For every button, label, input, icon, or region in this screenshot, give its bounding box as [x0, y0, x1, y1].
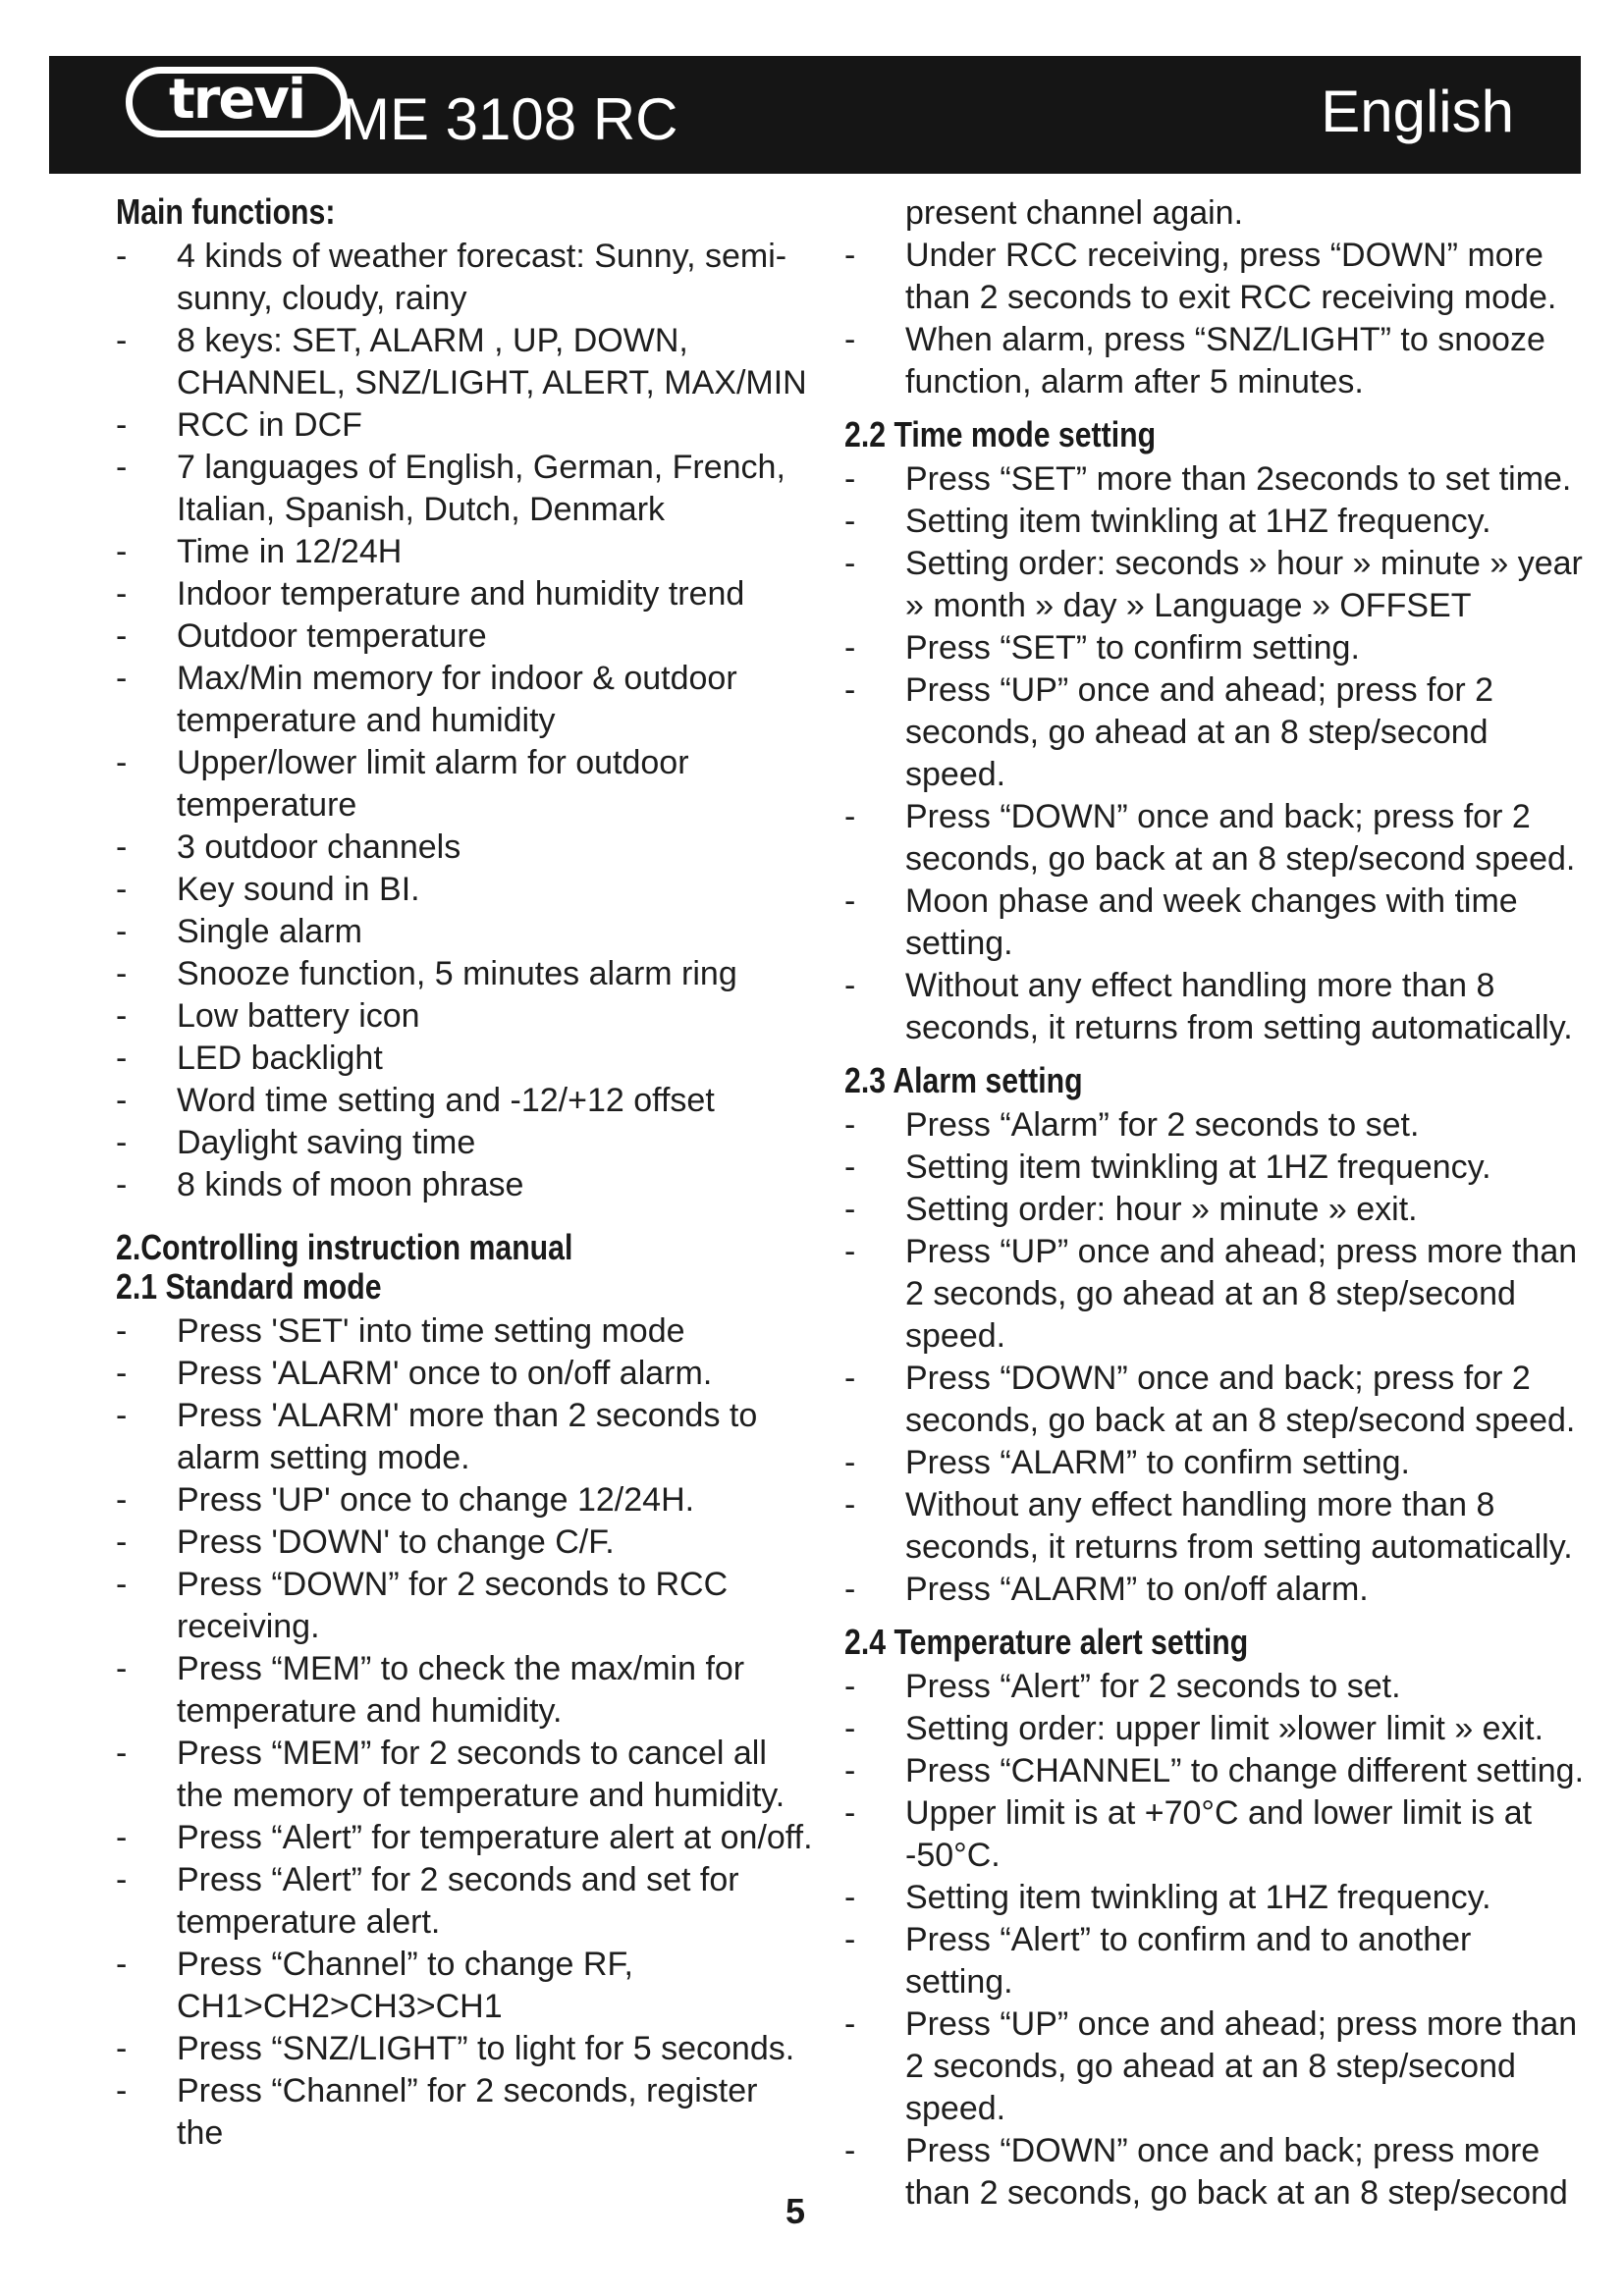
- alarm-setting-list: [844, 1104, 1586, 1611]
- list-item: - Word time setting and -12/+12 offset: [116, 1080, 813, 1122]
- list-item: - Press “Alert” for 2 seconds and set for temperature alert.: [116, 1859, 813, 1944]
- list-item: - Press “Alert” for temperature alert at on/off.: [116, 1817, 813, 1859]
- list-item: - Press 'UP' once to change 12/24H.: [116, 1479, 813, 1522]
- list-item: - Key sound in BI.: [116, 869, 813, 911]
- temperature-alert-list: [844, 1666, 1586, 2215]
- language-label: English: [1321, 79, 1514, 144]
- temperature-alert-heading: 2.4 Temperature alert setting: [844, 1622, 1249, 1662]
- list-item: - Press “Alert” to confirm and to another setting.: [844, 1919, 1586, 2003]
- list-item: - 7 languages of English, German, French, Italian, Spanish, Dutch, Denmark: [116, 447, 813, 531]
- list-item: - Setting order: hour » minute » exit.: [844, 1189, 1586, 1231]
- page-number: 5: [785, 2191, 806, 2231]
- list-item: - Press “ALARM” to on/off alarm.: [844, 1569, 1586, 1611]
- list-item: - Outdoor temperature: [116, 615, 813, 658]
- list-item: - 3 outdoor channels: [116, 827, 813, 869]
- list-item: - 8 kinds of moon phrase: [116, 1164, 813, 1206]
- list-item: - Press 'ALARM' once to on/off alarm.: [116, 1353, 813, 1395]
- list-item: - Upper/lower limit alarm for outdoor temperature: [116, 742, 813, 827]
- list-item: - Setting order: upper limit »lower limit » exit.: [844, 1708, 1586, 1750]
- list-item: - LED backlight: [116, 1038, 813, 1080]
- continued-text: present channel again.: [905, 194, 1244, 232]
- list-item: - Press “DOWN” once and back; press more than 2 seconds, go back at an 8 step/second: [844, 2130, 1586, 2215]
- main-functions-heading: Main functions:: [116, 191, 336, 232]
- standard-mode-heading: 2.1 Standard mode: [116, 1266, 382, 1307]
- list-item: - Under RCC receiving, press “DOWN” more than 2 seconds to exit RCC receiving mode.: [844, 235, 1586, 319]
- list-item: - Daylight saving time: [116, 1122, 813, 1164]
- time-mode-list: [844, 458, 1586, 1049]
- list-item: - Press “CHANNEL” to change different setting.: [844, 1750, 1586, 1792]
- list-item: - Upper limit is at +70°C and lower limit is at -50°C.: [844, 1792, 1586, 1877]
- time-mode-heading: 2.2 Time mode setting: [844, 414, 1157, 454]
- list-item: - Press “MEM” for 2 seconds to cancel all the memory of temperature and humidity.: [116, 1733, 813, 1817]
- list-item: - Press 'DOWN' to change C/F.: [116, 1522, 813, 1564]
- list-item: - RCC in DCF: [116, 404, 813, 447]
- list-item: - Press 'ALARM' more than 2 seconds to alarm setting mode.: [116, 1395, 813, 1479]
- list-item: - Moon phase and week changes with time setting.: [844, 881, 1586, 965]
- trevi-logo: trevi: [126, 67, 348, 137]
- list-item: - Press “SNZ/LIGHT” to light for 5 seconds.: [116, 2028, 813, 2070]
- list-item: - Press “UP” once and ahead; press more than 2 seconds, go ahead at an 8 step/second speed.: [844, 1231, 1586, 1358]
- list-item: - Low battery icon: [116, 995, 813, 1038]
- right-column: [844, 183, 1586, 2215]
- list-item: - Setting item twinkling at 1HZ frequency.: [844, 1147, 1586, 1189]
- list-item: - Press “MEM” to check the max/min for temperature and humidity.: [116, 1648, 813, 1733]
- list-item: - Indoor temperature and humidity trend: [116, 573, 813, 615]
- list-item: - Press “DOWN” for 2 seconds to RCC receiving.: [116, 1564, 813, 1648]
- main-functions-list: [116, 236, 813, 1206]
- list-item: - Single alarm: [116, 911, 813, 953]
- standard-mode-list: [116, 1310, 813, 2155]
- controlling-manual-heading: 2.Controlling instruction manual: [116, 1227, 573, 1267]
- page-header: [49, 56, 1581, 174]
- list-item: - 8 keys: SET, ALARM , UP, DOWN, CHANNEL, SNZ/LIGHT, ALERT, MAX/MIN: [116, 320, 813, 404]
- list-item: - Press “Alert” for 2 seconds to set.: [844, 1666, 1586, 1708]
- alarm-setting-heading: 2.3 Alarm setting: [844, 1060, 1083, 1100]
- list-item: - Press “ALARM” to confirm setting.: [844, 1442, 1586, 1484]
- model-title: ME 3108 RC: [341, 86, 678, 152]
- list-item: - Setting order: seconds » hour » minute » year » month » day » Language » OFFSET: [844, 543, 1586, 627]
- list-item: - Press 'SET' into time setting mode: [116, 1310, 813, 1353]
- left-column: [116, 183, 813, 2155]
- list-item: - Time in 12/24H: [116, 531, 813, 573]
- list-item: - Press “DOWN” once and back; press for 2 seconds, go back at an 8 step/second speed.: [844, 796, 1586, 881]
- list-item: - Without any effect handling more than 8 seconds, it returns from setting automatically.: [844, 1484, 1586, 1569]
- list-item: - When alarm, press “SNZ/LIGHT” to snooze function, alarm after 5 minutes.: [844, 319, 1586, 403]
- list-item: - Snooze function, 5 minutes alarm ring: [116, 953, 813, 995]
- list-item: - Press “Channel” for 2 seconds, register the: [116, 2070, 813, 2155]
- list-item: - Press “Channel” to change RF, CH1>CH2>CH3>CH1: [116, 1944, 813, 2028]
- list-item: - Max/Min memory for indoor & outdoor temperature and humidity: [116, 658, 813, 742]
- list-item: - Press “Alarm” for 2 seconds to set.: [844, 1104, 1586, 1147]
- standard-mode-continued-list: [844, 235, 1586, 403]
- list-item: - Press “SET” more than 2seconds to set time.: [844, 458, 1586, 501]
- list-item: - Press “SET” to confirm setting.: [844, 627, 1586, 669]
- list-item: - Setting item twinkling at 1HZ frequency.: [844, 501, 1586, 543]
- list-item: - 4 kinds of weather forecast: Sunny, semi-sunny, cloudy, rainy: [116, 236, 813, 320]
- list-item: - Setting item twinkling at 1HZ frequency.: [844, 1877, 1586, 1919]
- list-item: - Without any effect handling more than 8 seconds, it returns from setting automatically.: [844, 965, 1586, 1049]
- list-item: - Press “DOWN” once and back; press for 2 seconds, go back at an 8 step/second speed.: [844, 1358, 1586, 1442]
- list-item: - Press “UP” once and ahead; press more than 2 seconds, go ahead at an 8 step/second speed.: [844, 2003, 1586, 2130]
- list-item: - Press “UP” once and ahead; press for 2 seconds, go ahead at an 8 step/second speed.: [844, 669, 1586, 796]
